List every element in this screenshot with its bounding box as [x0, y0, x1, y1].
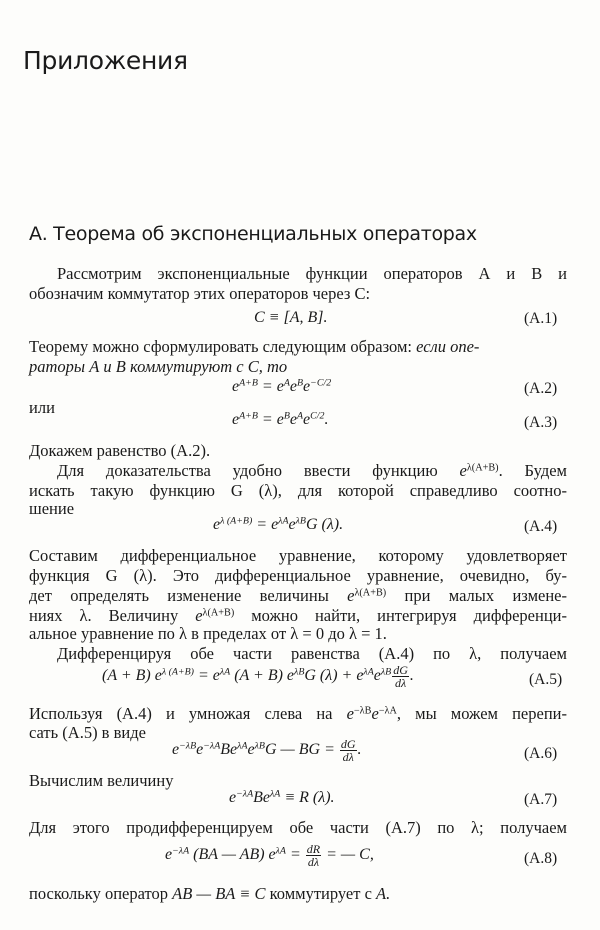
math-e: = e [257, 378, 284, 395]
text-span: . Будем [498, 461, 567, 480]
equation-label: (А.3) [524, 414, 558, 431]
section-title: А. Теорема об экспоненциальных операторах [29, 223, 477, 245]
math-e: e [172, 741, 180, 759]
math-sup: λB [295, 515, 306, 527]
math-e: e [303, 378, 311, 395]
text-line [29, 884, 390, 904]
text-line: шение [29, 499, 75, 518]
text-span: Теорему можно сформулировать следующим образом: [29, 337, 417, 356]
math-sup: λ(A+B) [466, 462, 499, 474]
math-sup: λA [237, 740, 248, 752]
text-line: Для этого продифференцируем обе части (А.7) по λ; получаем [29, 818, 567, 837]
math-e: = [285, 846, 305, 864]
text-span: при малых измене- [386, 586, 567, 605]
equation-a3 [232, 411, 328, 429]
math-e: G (λ) + e [304, 667, 364, 685]
math-sup: −λA [172, 845, 190, 857]
math-sup: λA [270, 788, 281, 800]
math-inline: AB — BA ≡ C [172, 884, 266, 903]
text-span: Используя (А.4) и умножая слева на [29, 704, 347, 723]
math-e: e [229, 789, 237, 806]
math-sup: λA [275, 845, 286, 857]
math-e: e [288, 516, 296, 533]
fraction-denominator: dλ [392, 676, 409, 689]
math-e: G (λ). [305, 516, 344, 533]
text-line: искать такую функцию G (λ), для которой справедливо соотно- [29, 481, 567, 500]
fraction-numerator: dR [306, 842, 321, 856]
text-line [29, 357, 287, 377]
math-inline: А. [376, 884, 391, 903]
text-span: Для доказательства удобно ввести функцию [57, 461, 460, 480]
fraction-numerator: dG [340, 737, 356, 751]
math-e: (BA — AB) e [189, 846, 276, 864]
text-span: ниях λ. Величину [29, 606, 196, 625]
math-e: = — C, [322, 846, 374, 864]
equation-label: (А.6) [524, 745, 558, 762]
text-line: Докажем равенство (А.2). [29, 441, 211, 460]
math-sup: λA [363, 666, 374, 678]
italic-span: раторы А и В коммутируют с С, то [29, 357, 288, 376]
math-sup: −λA [378, 705, 397, 717]
fraction [340, 738, 357, 763]
math-sup: A+B [239, 410, 258, 422]
math-e: e [459, 461, 467, 480]
equation-a1: C ≡ [A, B]. [254, 309, 328, 326]
equation-label: (А.2) [524, 380, 558, 397]
equation-a6 [172, 738, 362, 763]
fraction-denominator: dλ [306, 855, 321, 868]
fraction-denominator: dλ [340, 750, 357, 763]
math-sup: λB [380, 666, 392, 678]
math-e: e [289, 378, 297, 395]
equation-a7 [229, 789, 335, 807]
math-e: G — BG = [264, 741, 339, 759]
math-e: e [347, 586, 355, 605]
math-e: (A + B) e [230, 667, 295, 685]
math-e: = e [193, 667, 220, 685]
math-e: e [247, 741, 255, 759]
chapter-title: Приложения [23, 46, 188, 75]
fraction-numerator: dG [393, 663, 408, 677]
math-sup: λA [278, 515, 289, 527]
equation-label: (А.4) [524, 518, 558, 535]
math-sup: λ (A+B) [161, 666, 194, 678]
equation-label: (А.5) [529, 671, 563, 688]
text-line: Составим дифференциальное уравнение, которому удовлетворяет [29, 546, 567, 565]
text-line [29, 586, 567, 606]
math-sup: λB [254, 740, 265, 752]
text-span: дет определять изменение величины [29, 586, 348, 605]
math-e: e [195, 606, 203, 625]
math-sup: −λA [203, 740, 221, 752]
text-line: сать (А.5) в виде [29, 723, 146, 742]
math-sup: λB [294, 666, 305, 678]
math-e: e [213, 516, 221, 533]
text-line: альное уравнение по λ в пределах от λ = 0 до λ = 1. [29, 624, 387, 643]
math-e: e [165, 846, 173, 864]
text-span: , мы можем перепи- [396, 704, 567, 723]
math-e: ≡ R (λ). [280, 789, 335, 806]
math-sup: −λB [353, 705, 372, 717]
text-line [57, 461, 567, 481]
math-e: = e [257, 411, 284, 428]
text-line [29, 337, 567, 357]
math-e: . [409, 667, 414, 685]
equation-a5 [102, 664, 414, 689]
equation-a8 [165, 843, 374, 868]
text-line: Вычислим величину [29, 771, 174, 790]
math-e: e [196, 741, 204, 759]
math-sup: λA [219, 666, 231, 678]
text-span: можно найти, интегрируя дифференци- [234, 606, 567, 625]
fraction [392, 664, 409, 689]
text-span: коммутирует с [265, 884, 377, 903]
math-sup: λ(A+B) [354, 587, 387, 599]
math-sup: λ(A+B) [202, 607, 235, 619]
math-e: e [371, 704, 379, 723]
math-sup: A [283, 377, 290, 389]
math-e: e [232, 378, 240, 395]
text-line: или [29, 398, 55, 417]
equation-a4 [213, 516, 343, 534]
math-e: . [324, 411, 329, 428]
text-line: обозначим коммутатор этих операторов через С: [29, 284, 371, 303]
fraction [306, 843, 321, 868]
text-line [29, 606, 567, 626]
math-e: e [232, 411, 240, 428]
math-e: e [289, 411, 297, 428]
text-line: функция G (λ). Это дифференциальное уравнение, очевидно, бу- [29, 566, 567, 585]
math-e: e [303, 411, 311, 428]
math-e: Be [220, 741, 238, 759]
text-line: Дифференцируя обе части равенства (А.4) по λ, получаем [57, 644, 567, 663]
math-e: e [373, 667, 381, 685]
math-sup: B [283, 410, 290, 422]
math-sup: C/2 [310, 410, 325, 422]
math-sup: A [296, 410, 304, 422]
math-sup: −λA [236, 788, 254, 800]
math-e: . [357, 741, 362, 759]
math-e: e [346, 704, 354, 723]
math-sup: −λB [179, 740, 197, 752]
equation-label: (А.8) [524, 850, 558, 867]
equation-label: (А.1) [524, 310, 558, 327]
math-sup: A+B [239, 377, 258, 389]
text-span: поскольку оператор [29, 884, 173, 903]
math-sup: B [296, 377, 304, 389]
text-line [29, 704, 567, 724]
math-sup: λ (A+B) [220, 515, 253, 527]
equation-a2 [232, 378, 331, 396]
math-e: = e [252, 516, 279, 533]
text-line: Рассмотрим экспоненциальные функции операторов А и В и [57, 264, 567, 283]
math-sup: −C/2 [310, 377, 332, 389]
math-e: (A + B) e [102, 667, 162, 685]
math-e: Be [253, 789, 271, 806]
italic-span: если опе- [416, 337, 480, 356]
equation-label: (А.7) [524, 791, 558, 808]
